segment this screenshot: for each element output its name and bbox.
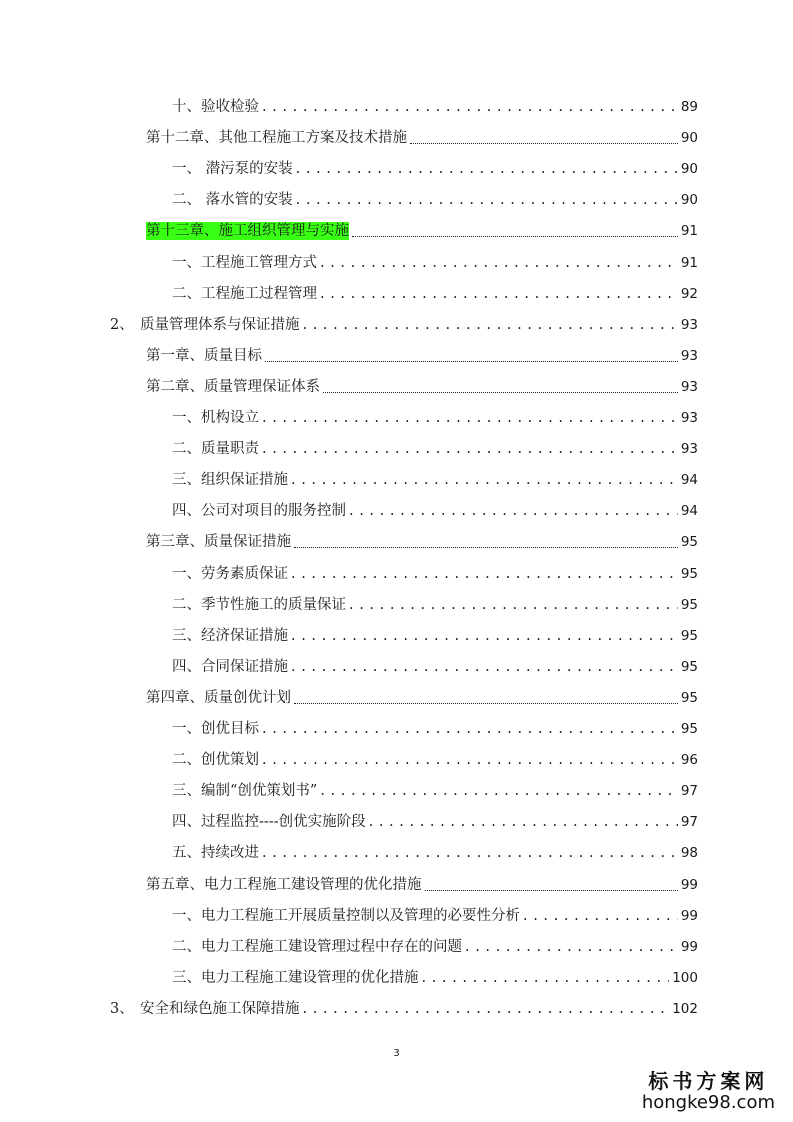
toc-entry[interactable]: [172, 467, 698, 489]
toc-entry[interactable]: [172, 187, 698, 209]
toc-entry-label: 四、过程监控----创优实施阶段: [172, 814, 366, 831]
page-number: 3: [393, 1048, 400, 1059]
toc-entry[interactable]: [172, 94, 698, 116]
toc-page-number: 97: [680, 814, 698, 831]
toc-dot-leader: [291, 627, 678, 645]
toc-page-number: 98: [680, 845, 698, 862]
toc-entry-label: 十、验收检验: [172, 99, 259, 115]
toc-page-number: 93: [680, 347, 698, 364]
toc-entry[interactable]: [146, 529, 698, 551]
toc-entry[interactable]: [110, 312, 698, 334]
toc-entry[interactable]: [172, 281, 698, 303]
toc-entry[interactable]: [110, 996, 698, 1018]
toc-entry-label: 三、经济保证措施: [172, 627, 288, 644]
watermark-text: 标书方案网: [648, 1069, 769, 1093]
toc-dot-leader: [296, 160, 678, 178]
toc-entry-label: 安全和绿色施工保障措施: [140, 1000, 300, 1017]
toc-page-number: 90: [680, 192, 698, 209]
toc-entry-label: 四、公司对项目的服务控制: [172, 503, 346, 520]
toc-dot-leader: [349, 502, 678, 520]
toc-page-number: 95: [680, 565, 698, 582]
toc-entry[interactable]: [172, 903, 698, 925]
toc-entry[interactable]: [172, 934, 698, 956]
toc-page-number: 90: [680, 161, 698, 178]
toc-dot-leader: [320, 254, 678, 272]
toc-page-number: 94: [680, 503, 698, 520]
toc-dot-leader: [422, 969, 670, 987]
toc-page-number: 99: [680, 907, 698, 924]
toc-entry[interactable]: [172, 405, 698, 427]
toc-dot-leader: [294, 699, 678, 704]
toc-dot-leader: [291, 471, 678, 489]
toc-dot-leader: [303, 316, 678, 334]
toc-entry-label: 一、 潜污泵的安装: [172, 161, 293, 178]
toc-page-number: 97: [680, 783, 698, 800]
toc-entry-label: 第十二章、其他工程施工方案及技术措施: [146, 130, 407, 147]
toc-dot-leader: [291, 658, 678, 676]
toc-page-number: 94: [680, 472, 698, 489]
toc-section-number: 2、: [110, 316, 134, 333]
watermark-logo: [642, 1065, 775, 1113]
toc-page-number: 95: [680, 721, 698, 737]
toc-entry-label-highlighted: 第十三章、施工组织管理与实施: [146, 223, 349, 240]
toc-entry[interactable]: [172, 436, 698, 458]
toc-page-number: 96: [680, 752, 698, 769]
toc-dot-leader: [291, 565, 678, 583]
toc-dot-leader: [262, 98, 678, 116]
toc-page-number: 95: [680, 596, 698, 613]
toc-entry-label: 二、 落水管的安装: [172, 192, 293, 209]
toc-entry[interactable]: [172, 840, 698, 862]
toc-page-number: 102: [672, 1000, 698, 1017]
toc-section-number: 3、: [110, 1000, 134, 1017]
toc-dot-leader: [262, 751, 678, 769]
toc-entry-label: 第五章、电力工程施工建设管理的优化措施: [146, 876, 422, 893]
toc-entry[interactable]: [146, 125, 698, 147]
toc-entry-label: 三、电力工程施工建设管理的优化措施: [172, 969, 419, 986]
toc-dot-leader: [349, 596, 678, 614]
toc-entry-label: 一、机构设立: [172, 410, 259, 426]
toc-dot-leader: [465, 938, 678, 956]
toc-entry-label: 一、电力工程施工开展质量控制以及管理的必要性分析: [172, 907, 520, 924]
toc-dot-leader: [410, 139, 678, 144]
toc-entry-label: 第三章、质量保证措施: [146, 534, 291, 551]
toc-dot-leader: [262, 844, 678, 862]
toc-page-number: 93: [680, 378, 698, 395]
toc-page-number: 90: [680, 130, 698, 147]
toc-entry[interactable]: [172, 498, 698, 520]
toc-entry[interactable]: [172, 965, 698, 987]
toc-entry-label: 二、电力工程施工建设管理过程中存在的问题: [172, 938, 462, 955]
toc-page-number: 95: [680, 627, 698, 644]
watermark-url: hongke98.com: [641, 1092, 775, 1113]
toc-entry[interactable]: [172, 716, 698, 738]
toc-entry-label: 第二章、质量管理保证体系: [146, 378, 320, 395]
toc-page-number: 95: [680, 658, 698, 675]
toc-entry-label: 四、合同保证措施: [172, 658, 288, 675]
toc-dot-leader: [262, 720, 678, 738]
toc-page-number: 100: [672, 969, 698, 986]
toc-page-number: 91: [680, 223, 698, 240]
toc-entry[interactable]: [172, 250, 698, 272]
toc-page-number: 95: [680, 689, 698, 706]
toc-page-number: 99: [680, 876, 698, 893]
toc-entry-label: 一、创优目标: [172, 721, 259, 737]
toc-page-number: 92: [680, 285, 698, 302]
toc-entry[interactable]: [146, 218, 698, 240]
toc-entry[interactable]: [146, 374, 698, 396]
toc-entry[interactable]: [172, 809, 698, 831]
toc-entry[interactable]: [172, 623, 698, 645]
toc-entry[interactable]: [172, 747, 698, 769]
toc-entry[interactable]: [172, 778, 698, 800]
toc-entry[interactable]: [172, 156, 698, 178]
toc-dot-leader: [425, 886, 678, 891]
toc-entry[interactable]: [172, 592, 698, 614]
toc-entry-label: 二、创优策划: [172, 752, 259, 769]
toc-entry-label: 一、劳务素质保证: [172, 565, 288, 582]
toc-entry[interactable]: [146, 685, 698, 707]
toc-dot-leader: [296, 191, 678, 209]
toc-page-number: 95: [680, 534, 698, 551]
toc-page-number: 89: [680, 99, 698, 115]
toc-dot-leader: [262, 440, 678, 458]
toc-entry-label: 第四章、质量创优计划: [146, 689, 291, 706]
toc-dot-leader: [320, 285, 678, 303]
toc-dot-leader: [352, 232, 678, 237]
toc-page-number: 93: [680, 316, 698, 333]
toc-entry[interactable]: [172, 561, 698, 583]
toc-dot-leader: [294, 543, 678, 548]
toc-page-number: 91: [680, 254, 698, 271]
toc-entry-label: 二、工程施工过程管理: [172, 285, 317, 302]
toc-page-number: 99: [680, 938, 698, 955]
toc-entry-label: 二、季节性施工的质量保证: [172, 596, 346, 613]
toc-entry-label: 三、组织保证措施: [172, 472, 288, 489]
toc-entry-label: 质量管理体系与保证措施: [140, 316, 300, 333]
toc-dot-leader: [320, 782, 677, 800]
toc-dot-leader: [262, 409, 678, 427]
toc-entry-label: 三、编制“创优策划书”: [172, 783, 318, 800]
toc-entry[interactable]: [146, 872, 698, 894]
toc-page-number: 93: [680, 441, 698, 458]
toc-dot-leader: [323, 388, 678, 393]
toc-dot-leader: [523, 907, 678, 925]
toc-entry-label: 二、质量职责: [172, 441, 259, 458]
toc-entry-label: 第一章、质量目标: [146, 347, 262, 364]
toc-dot-leader: [265, 357, 678, 362]
toc-dot-leader: [369, 813, 678, 831]
toc-entry-label: 五、持续改进: [172, 845, 259, 862]
toc-entry-label: 一、工程施工管理方式: [172, 254, 317, 271]
toc-page-number: 93: [680, 410, 698, 426]
toc-entry[interactable]: [172, 654, 698, 676]
toc-dot-leader: [303, 1000, 670, 1018]
toc-entry[interactable]: [146, 343, 698, 365]
